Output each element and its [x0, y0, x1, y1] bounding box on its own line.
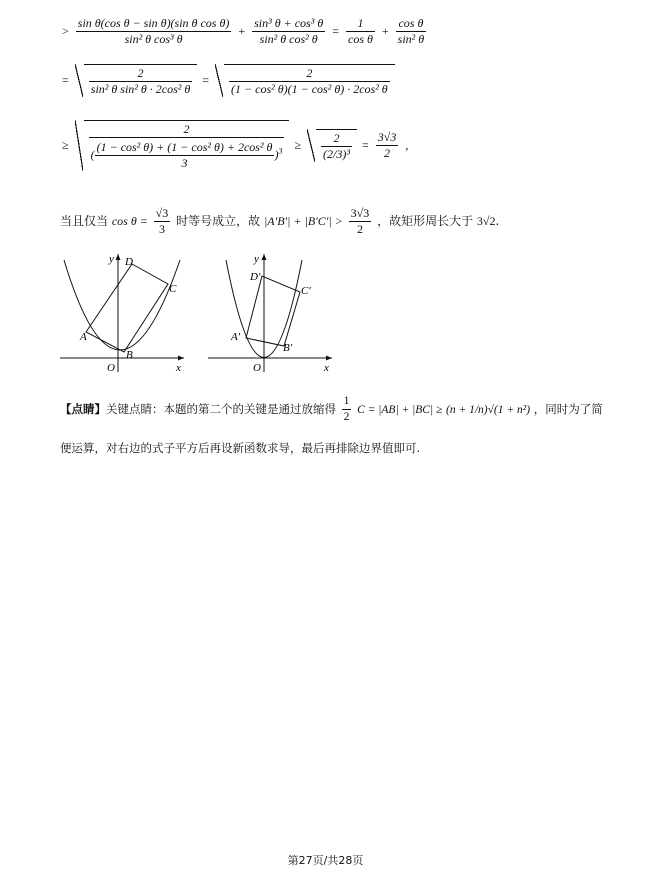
equation-line-2: = $\frac{2}{\text{sin² θ sin² θ · 2cos² θ}}$ = $\frac{2}{\text{(1 − cos² θ)(1 − cos² θ) · 2cos² θ}}$ — [60, 64, 395, 97]
radical-3: 2 ( $\frac{\text{(1 − cos² θ) + (1 − cos² θ) + 2cos² θ}}{3}$ )$^3$ — [84, 120, 290, 171]
fraction-3: $\frac{1}{\text{cos θ}}$ — [348, 16, 373, 46]
radical-2: $\frac{2}{\text{(1 − cos² θ)(1 − cos² θ) · 2cos² θ}}$ — [224, 64, 395, 97]
page-footer: 第27页/共28页 — [287, 854, 364, 867]
fraction-4: $\frac{\text{cos θ}}{\text{sin² θ}}$ — [397, 16, 425, 46]
x-axis-arrow-icon — [178, 356, 184, 361]
x-axis-arrow-icon — [326, 356, 332, 361]
conclusion-line: 当且仅当 cos θ = $\frac{√3}{3}$ 时等号成立，故 |A′B′| + |B′C′| > $\frac{3√3}{2}$ ，故矩形周长大于 3√2. — [60, 206, 500, 236]
equation-line-3: ≥ 2 ( $\frac{\text{(1 − cos² θ) + (1 − cos² θ) + 2cos² θ}}{3}$ )$^3$ ≥ $\frac{2}{\text{(2/3)³}}$ = $\frac{3√3}{2}$ , — [62, 122, 409, 170]
remark-line-1: 【点睛】关键点睛：本题的第二个的关键是通过放缩得 $\frac{1}{2}$ C = |AB| + |BC| ≥ (n + 1/n)√(1 + n²) ，同时为了简 — [60, 395, 603, 423]
label-d: D — [125, 256, 133, 268]
greater-than-sign: > — [62, 24, 69, 38]
figure-right — [204, 250, 339, 375]
label-o: O — [253, 362, 261, 374]
label-a: A — [80, 331, 87, 343]
label-x: x — [176, 362, 181, 374]
label-b-prime: B′ — [283, 342, 293, 354]
fraction-1: $\frac{\text{sin θ(cos θ − sin θ)(sin θ cos θ)}}{\text{sin² θ cos³ θ}}$ — [77, 16, 230, 46]
label-y: y — [109, 253, 114, 265]
radical-1: $\frac{2}{\text{sin² θ sin² θ · 2cos² θ}}$ — [84, 64, 197, 97]
y-axis-arrow-icon — [262, 254, 267, 260]
radical-4: $\frac{2}{\text{(2/3)³}}$ — [316, 129, 357, 162]
figure-left — [56, 250, 191, 375]
rectangle-abcd-prime — [246, 276, 300, 346]
fraction-2: $\frac{\text{sin³ θ + cos³ θ}}{\text{sin² θ cos² θ}}$ — [254, 16, 324, 46]
label-y: y — [254, 253, 259, 265]
label-d-prime: D′ — [250, 271, 261, 283]
label-a-prime: A′ — [231, 331, 241, 343]
result-fraction: $\frac{3√3}{2}$ — [377, 130, 397, 160]
label-b: B — [126, 349, 133, 361]
label-o: O — [107, 362, 115, 374]
label-x: x — [324, 362, 329, 374]
equation-line-1: > $\frac{\text{sin θ(cos θ − sin θ)(sin θ cos θ)}}{\text{sin² θ cos³ θ}}$ + $\frac{\text{sin³ θ + cos³ θ}}{\text{sin² θ cos² θ}}$ = $\frac{1}{\text{cos θ}}$ + $\frac{\text{cos θ}}{\text{sin² θ}}$ — [62, 16, 425, 46]
label-c: C — [169, 283, 177, 295]
rectangle-abcd — [86, 264, 168, 352]
remark-line-2: 便运算，对右边的式子平方后再设新函数求导，最后再排除边界值即可. — [60, 441, 421, 455]
label-c-prime: C′ — [301, 285, 311, 297]
remark-tag: 【点睛】 — [60, 402, 106, 416]
y-axis-arrow-icon — [116, 254, 121, 260]
